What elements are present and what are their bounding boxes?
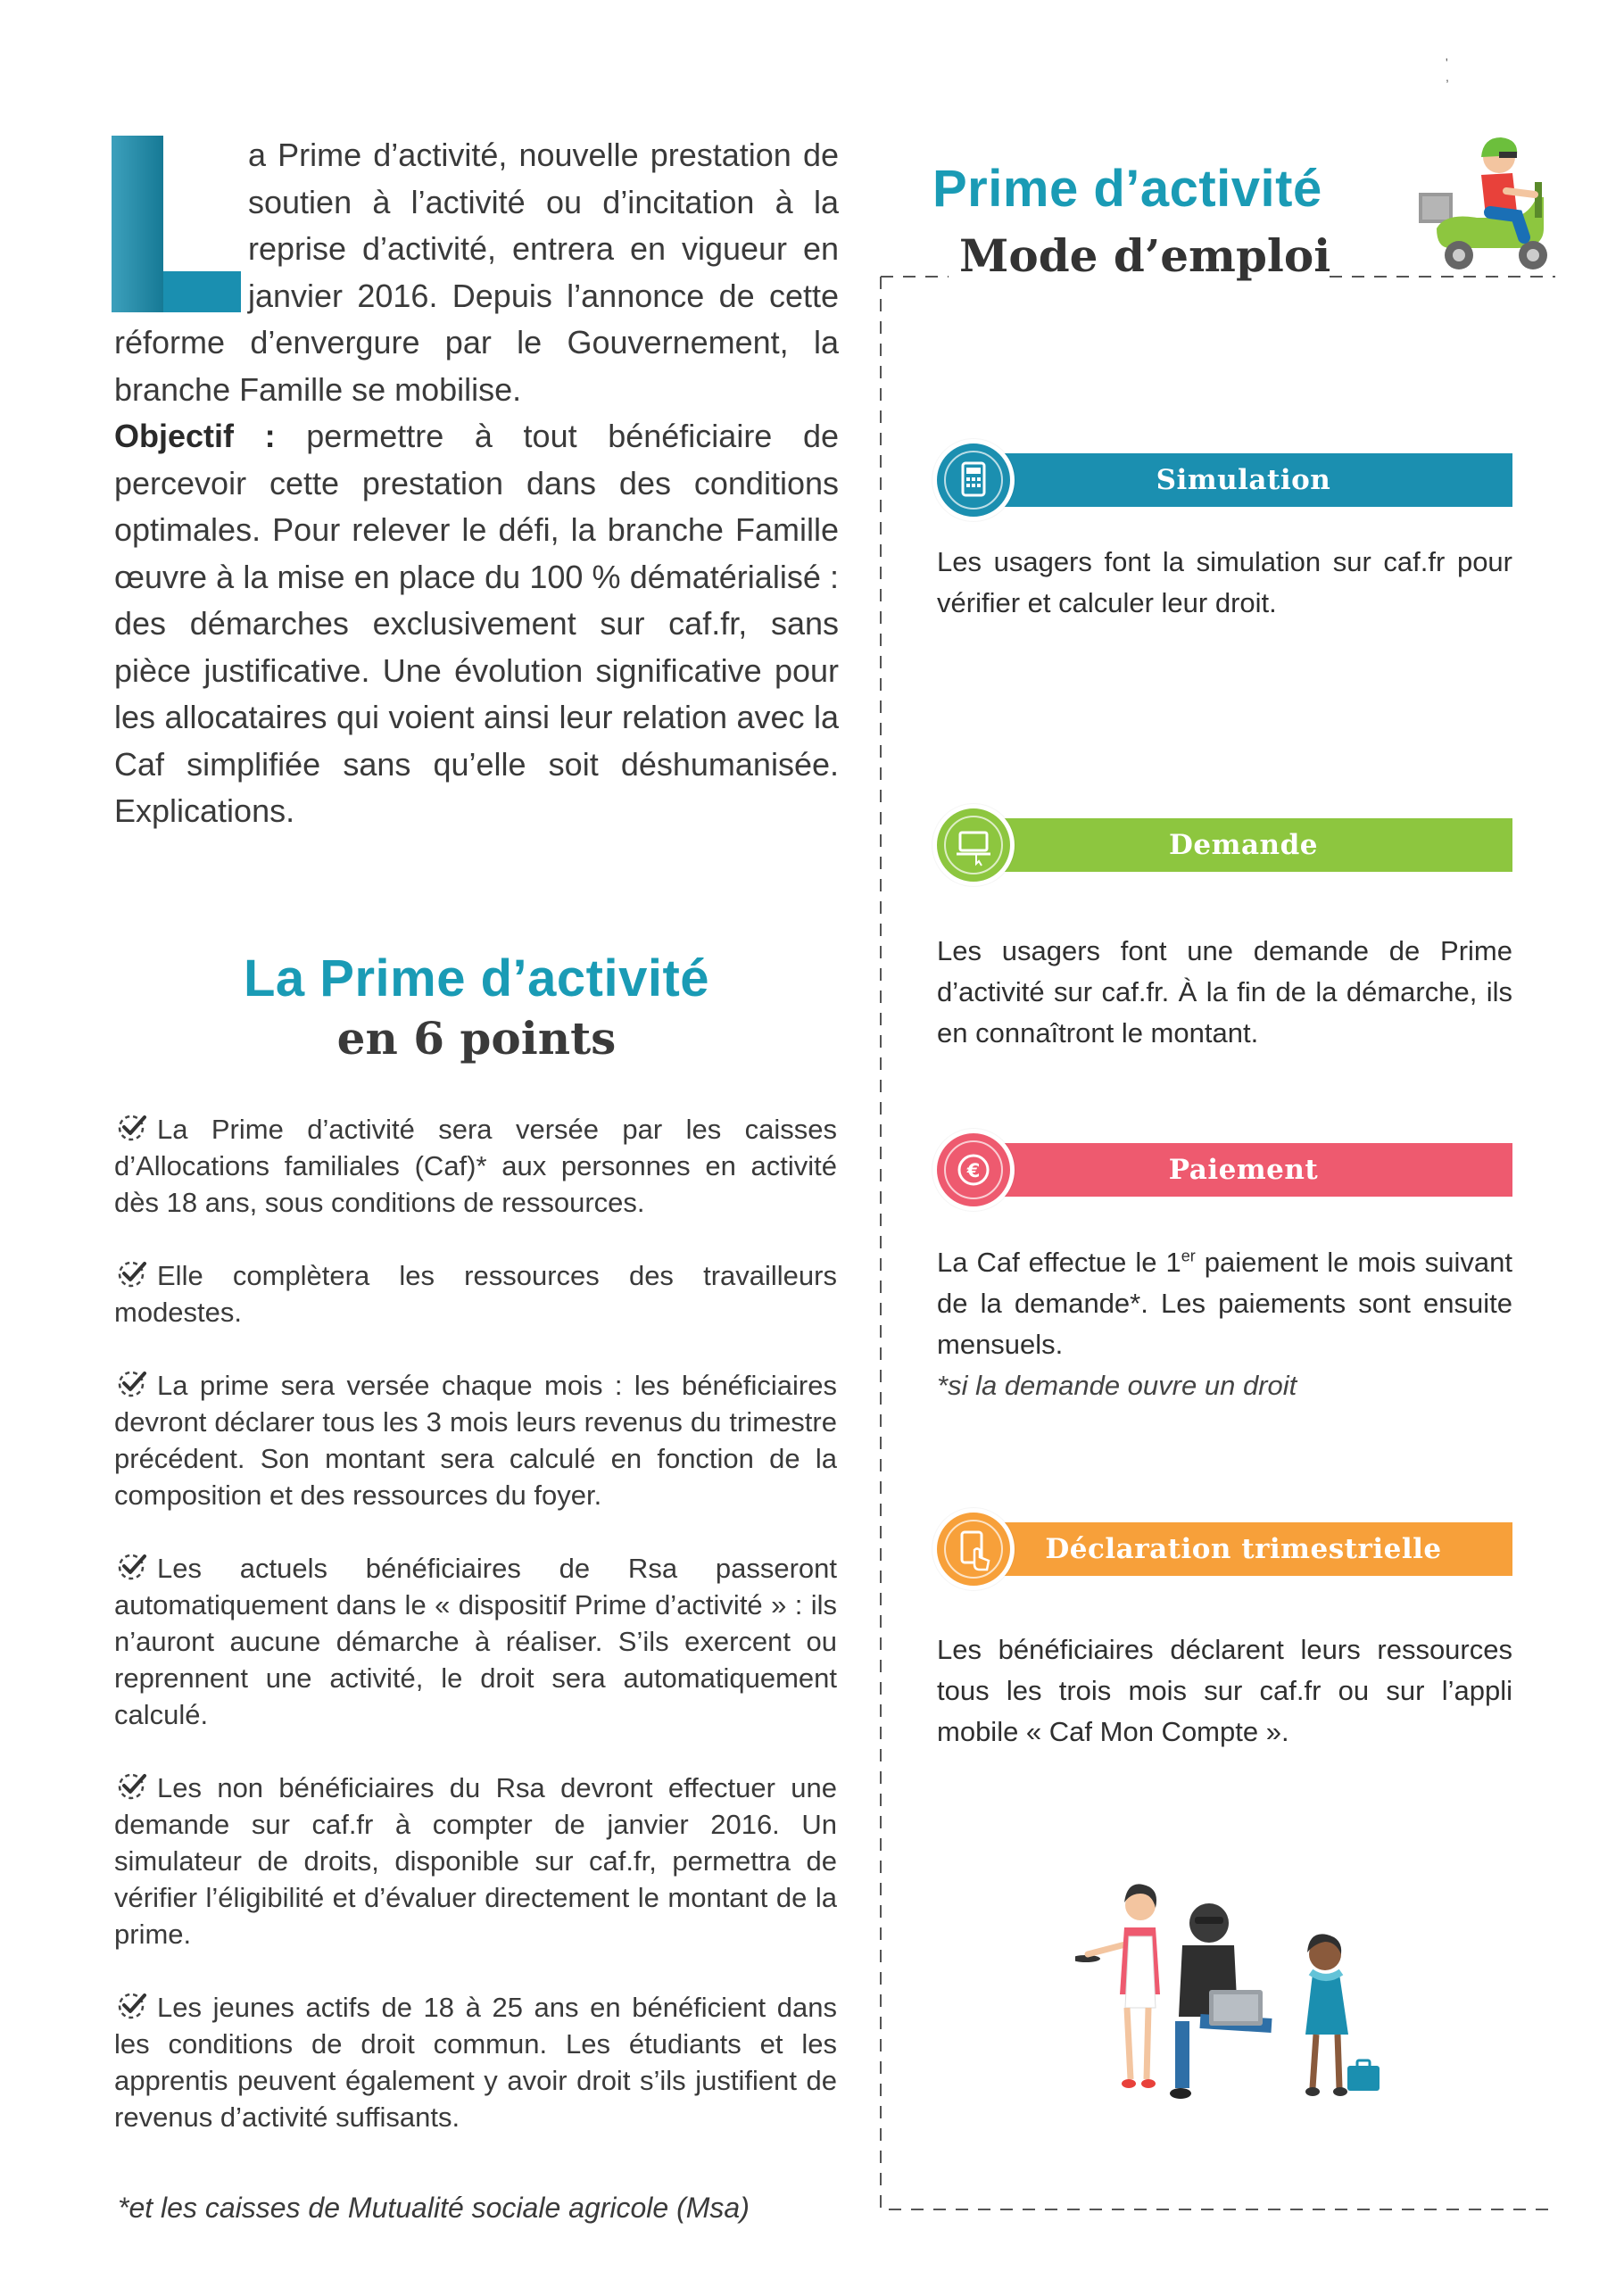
checkmark-icon (114, 1258, 150, 1289)
point-text: Elle complètera les ressources des travailleurs modestes. (114, 1260, 837, 1328)
paiement-note: *si la demande ouvre un droit (937, 1370, 1297, 1401)
step-label: Déclaration trimestrielle (1045, 1533, 1442, 1565)
mode-emploi-subtitle: Mode d’emploi (959, 229, 1331, 282)
tablet-touch-icon (932, 1508, 1015, 1590)
list-item (114, 1111, 837, 1221)
six-points-subtitle: en 6 points (336, 1012, 617, 1065)
step-label: Demande (1169, 829, 1318, 861)
point-text: La prime sera versée chaque mois : les bénéficiaires devront déclarer tous les 3 mois leurs revenus du trimestre précédent. Son montant sera calculé en fonction de la composition et des ressources du foyer. (114, 1370, 837, 1511)
step-simulation-text: Les usagers font la simulation sur caf.fr pour vérifier et calculer leur droit. (937, 546, 1512, 618)
six-points-title: La Prime d’activité (243, 949, 710, 1007)
svg-text:€: € (966, 1160, 981, 1181)
euro-coin-icon (932, 1129, 1015, 1211)
step-paiement-text (937, 1242, 1512, 1406)
step-demande-bar (974, 818, 1512, 872)
step-label: Simulation (1156, 464, 1331, 496)
intro-paragraph (114, 132, 839, 835)
paiement-text-sup: er (1181, 1247, 1196, 1265)
calculator-icon (932, 439, 1015, 521)
list-item (114, 1257, 837, 1330)
point-text: Les jeunes actifs de 18 à 25 ans en bénéficient dans les conditions de droit commun. Les étudiants et les apprentis peuvent également y avoir droit s’ils justifient de revenus d’activité suffisants. (114, 1992, 837, 2133)
paiement-text-after: paiement le mois suivant de la demande*. Les paiements sont ensuite mensuels. (937, 1247, 1512, 1360)
list-item (114, 1550, 837, 1733)
objective-text: permettre à tout bénéficiaire de percevoir cette prestation dans des conditions optimales. Pour relever le défi, la branche Famille œuvre à la mise en place du 100 % dématérialisé : des démarches exclusivement sur caf.fr, sans pièce justificative. Une évolution significative pour les allocataires qui voient ainsi leur relation avec la Caf simplifiée sans qu’elle soit déshumanisée. Explications. (114, 418, 839, 829)
list-item (114, 1367, 837, 1513)
intro-text: a Prime d’activité, nouvelle prestation de soutien à l’activité ou d’incitation à la reprise d’activité, entrera en vigueur en janvier 2016. Depuis l’annonce de cette réforme d’envergure par le Gouvernement, la branche Famille se mobilise. (114, 137, 839, 408)
list-item (114, 1989, 837, 2135)
footnote: *et les caisses de Mutualité sociale agricole (Msa) (118, 2192, 750, 2224)
laptop-icon (932, 804, 1015, 886)
six-points-list (114, 1111, 837, 2172)
mode-emploi-title: Prime d’activité (932, 160, 1322, 218)
checkmark-icon (114, 1112, 150, 1142)
list-item (114, 1770, 837, 1952)
scooter-rider-illustration (1410, 130, 1566, 282)
point-text: La Prime d’activité sera versée par les caisses d’Allocations familiales (Caf)* aux personnes en activité dès 18 ans, sous conditions de ressources. (114, 1114, 837, 1218)
objective-label: Objectif : (114, 418, 276, 454)
checkmark-icon (114, 1551, 150, 1581)
checkmark-icon (114, 1368, 150, 1398)
point-text: Les non bénéficiaires du Rsa devront effectuer une demande sur caf.fr à compter de janvier 2016. Un simulateur de droits, disponible sur caf.fr, permettra de vérifier l’éligibilité et d’évaluer directement le montant de la prime. (114, 1772, 837, 1950)
checkmark-icon (114, 1770, 150, 1801)
point-text: Les actuels bénéficiaires de Rsa passeront automatiquement dans le « dispositif Prime d’activité » : ils n’auront aucune démarche à réaliser. S’ils exercent ou reprennent une activité, le droit sera automatiquement calculé. (114, 1553, 837, 1730)
step-declaration-bar (974, 1522, 1512, 1576)
checkmark-icon (114, 1990, 150, 2020)
paiement-text-before: La Caf effectue le 1 (937, 1247, 1181, 1278)
step-paiement-bar (974, 1143, 1512, 1197)
step-demande-text: Les usagers font une demande de Prime d’activité sur caf.fr. À la fin de la démarche, ils en connaîtront le montant. (937, 935, 1512, 1049)
step-declaration-text: Les bénéficiaires déclarent leurs ressources tous les trois mois sur caf.fr ou sur l’appli mobile « Caf Mon Compte ». (937, 1634, 1512, 1747)
step-simulation-bar (974, 453, 1512, 507)
people-illustration (1075, 1865, 1414, 2124)
step-label: Paiement (1168, 1154, 1319, 1186)
six-points-heading (114, 948, 839, 1067)
page-marks: ' , (1446, 55, 1529, 84)
